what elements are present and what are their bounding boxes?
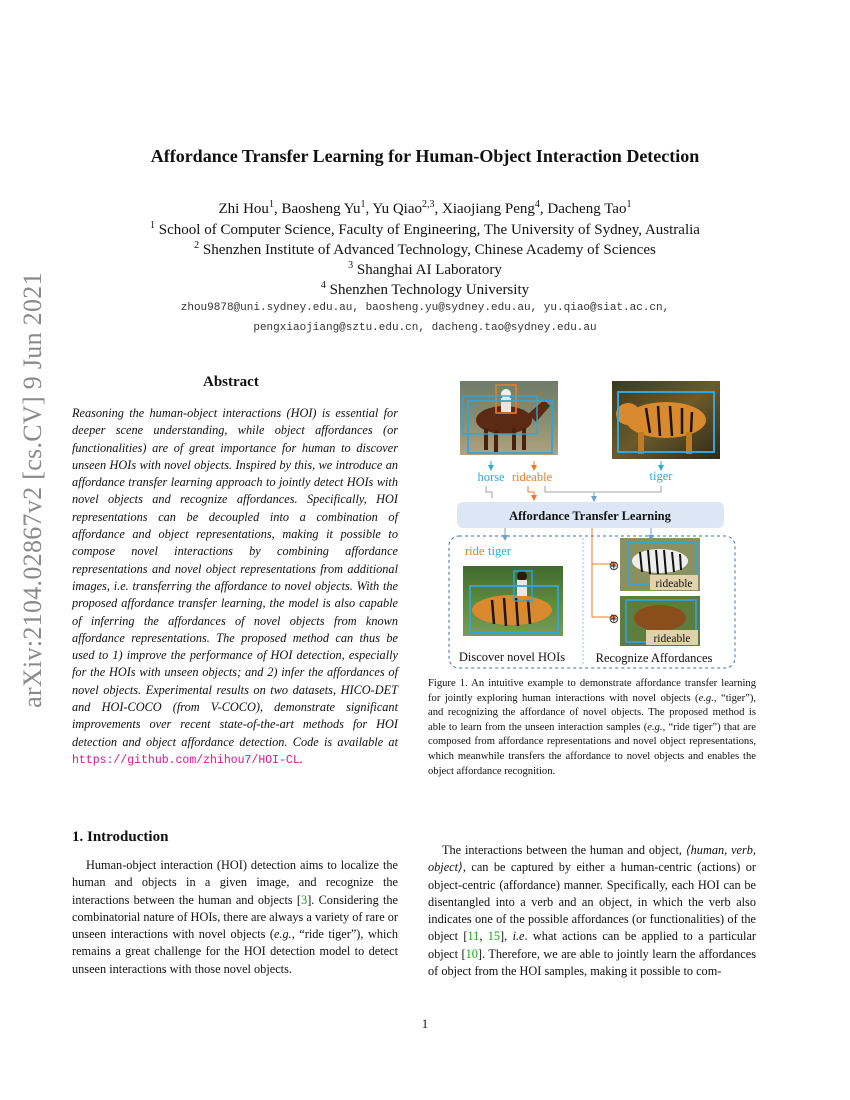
author: Xiaojiang Peng	[442, 201, 535, 217]
author: Baosheng Yu	[281, 201, 361, 217]
figure-1	[446, 378, 746, 670]
figure-diagram	[446, 378, 746, 670]
abstract-heading: Abstract	[203, 374, 259, 390]
label-ride: ride	[465, 544, 485, 558]
citation-link[interactable]: 11	[467, 929, 480, 944]
right-column-paragraph: The interactions between the human and object, ⟨human, verb, object⟩, can be captured by either a human-centric (actions) or object-centric (affordance) manner. Specifically, each HOI can be disentangled into a verb and an object, in which the verb also indicates one of the possible affordances (or functionalities) of the object [11, 15], i.e. what actions can be applied to a particular object [10]. Therefore, we are able to jointly learn the affordances of object from the HOI samples, making it possible to com-	[428, 843, 757, 979]
arxiv-stamp	[8, 272, 58, 708]
center-box-label: Affordance Transfer Learning	[509, 509, 671, 523]
intro-paragraph: Human-object interaction (HOI) detection aims to localize the human and objects in a given image, and recognize the interactions between the human and objects [3]. Considering the combinatorial nature of HOIs, there are always a variety of rare or unseen interactions with novel objects (e.g., “ride tiger”), which remains a great challenge for the HOI detection model to detect unseen interactions with those novel objects.	[72, 858, 398, 976]
email-line: zhou9878@uni.sydney.edu.au, baosheng.yu@sydney.edu.au, yu.qiao@siat.ac.cn,	[180, 302, 670, 314]
affiliation: $^4$ Shenzhen Technology University	[320, 280, 530, 298]
rideable-tag: rideable	[653, 633, 691, 645]
paper-title: Affordance Transfer Learning for Human-Object Interaction Detection	[150, 146, 700, 166]
rideable-tag: rideable	[655, 578, 693, 590]
label-recognize: Recognize Affordances	[595, 651, 713, 665]
label-tiger-2: tiger	[488, 544, 511, 558]
citation-link[interactable]: 10	[465, 946, 478, 961]
label-horse: horse	[477, 470, 505, 484]
oplus-icon: ⊕	[608, 612, 620, 627]
arxiv-id: arXiv:2104.02867v2 [cs.CV] 9 Jun 2021	[18, 272, 47, 708]
author-list: Zhi Hou$^1$, Baosheng Yu$^1$, Yu Qiao$^{2,3}$, Xiaojiang Peng$^4$, Dacheng Tao$^1$	[218, 199, 632, 217]
author: Yu Qiao	[372, 201, 422, 217]
zebra-image	[620, 538, 700, 591]
tiger-image	[612, 381, 720, 459]
label-rideable: rideable	[511, 470, 553, 484]
citation-link[interactable]: 3	[301, 892, 308, 907]
page-number: 1	[421, 1017, 429, 1031]
ride-tiger-image	[463, 566, 563, 636]
oplus-icon: ⊕	[608, 559, 620, 574]
email-line: pengxiaojiang@sztu.edu.cn, dacheng.tao@sydney.edu.au	[253, 322, 597, 334]
animal-image	[620, 596, 700, 646]
code-link[interactable]: https://github.com/zhihou7/HOI-CL	[72, 753, 300, 767]
horse-image	[460, 381, 558, 455]
affiliation: $^1$ School of Computer Science, Faculty of Engineering, The University of Sydney, Australia	[150, 220, 700, 238]
abstract-body: Reasoning the human-object interactions (HOI) is essential for deeper scene understanding, while object affordances (or functionalities) are of great importance for human to discover unseen HOIs with novel objects. Inspired by this, we introduce an affordance transfer learning approach to jointly detect HOIs with novel objects and recognize affordances. Specifically, HOI representations can be decoupled into a combination of affordance and object representations, making it possible to compose novel interactions by combining affordance representations and novel object representations from additional images, i.e. transferring the affordance to novel objects. With the proposed affordance transfer learning, the model is also capable of inferring the affordances of novel objects from known affordance representations. The proposed method can thus be used to 1) improve the performance of HOI detection, especially for the HOIs with unseen objects; and 2) infer the affordances of novel objects. Experimental results on two datasets, HICO-DET and HOI-COCO (from V-COCO), demonstrate significant improvements over recent state-of-the-art methods for HOI detection and object affordance detection. Code is available at https://github.com/zhihou7/HOI-CL.	[72, 406, 398, 767]
label-tiger: tiger	[649, 469, 673, 483]
affiliation: $^2$ Shenzhen Institute of Advanced Technology, Chinese Academy of Sciences	[194, 240, 656, 258]
author: Dacheng Tao	[547, 201, 627, 217]
affiliation: $^3$ Shanghai AI Laboratory	[348, 260, 502, 278]
section-heading: 1. Introduction	[72, 829, 169, 845]
author: Zhi Hou	[218, 201, 269, 217]
label-discover: Discover novel HOIs	[458, 650, 566, 664]
figure-caption: Figure 1. An intuitive example to demonstrate affordance transfer learning for jointly exploring human interactions with novel objects (e.g., “tiger”), and recognizing the affordance of novel objects. The proposed method is able to learn from the unseen interaction samples (e.g., “ride tiger”) that are composed from affordance representations and novel object representations, which meanwhile transfers the affordance to novel objects and enables the object affordance recognition.	[428, 678, 756, 777]
citation-link[interactable]: 15	[487, 929, 501, 944]
